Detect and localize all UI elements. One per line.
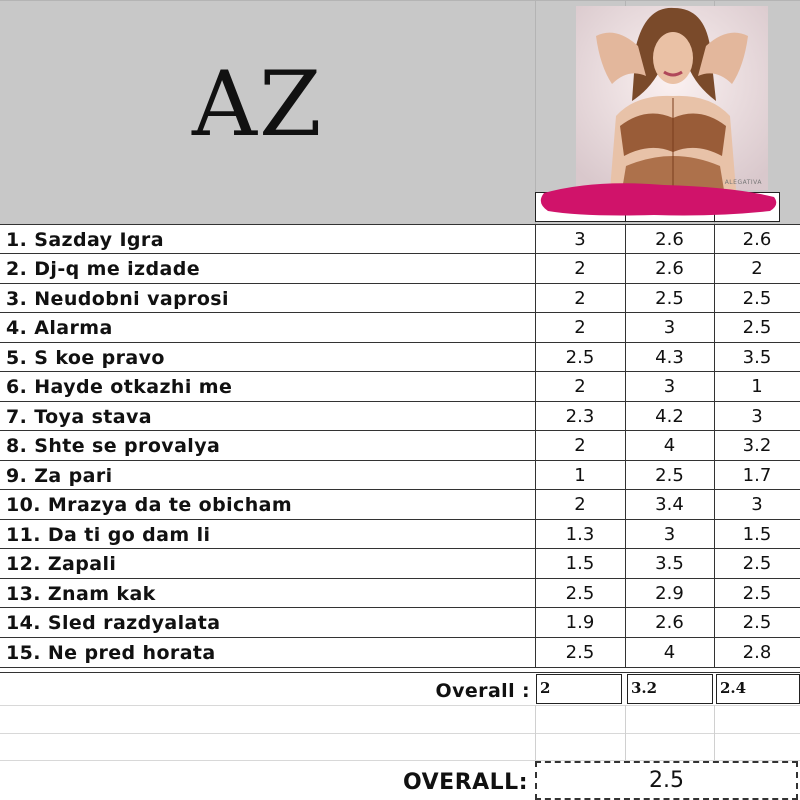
- song-title: 1. Sazday Igra: [6, 229, 164, 251]
- score-cell: 2.5: [655, 465, 684, 486]
- table-row: [0, 254, 800, 284]
- cover-watermark: ALEGATIVA: [724, 179, 762, 186]
- score-cell: 3.5: [655, 553, 684, 574]
- table-row: [0, 638, 800, 668]
- song-title: 5. S koe pravo: [6, 347, 165, 369]
- score-cell: 4.3: [655, 347, 684, 368]
- song-title: 7. Toya stava: [6, 406, 152, 428]
- score-cell: 2: [574, 258, 586, 279]
- score-cell: 2.3: [565, 406, 595, 427]
- score-cell: 3: [574, 229, 586, 250]
- score-cell: 3.5: [742, 347, 772, 368]
- score-cell: 2: [574, 376, 586, 397]
- score-cell: 2.6: [655, 612, 684, 633]
- table-row: [0, 313, 800, 343]
- score-cell: 2.8: [742, 642, 772, 663]
- album-title: AZ: [192, 52, 324, 157]
- score-cell: 3: [751, 406, 763, 427]
- table-row: [0, 579, 800, 609]
- table-row: [0, 520, 800, 550]
- score-cell: 2.5: [742, 553, 772, 574]
- table-row: [0, 284, 800, 314]
- score-cell: 2.5: [655, 288, 684, 309]
- score-cell: 2: [574, 435, 586, 456]
- score-cell: 2.5: [742, 583, 772, 604]
- score-cell: 1.3: [565, 524, 595, 545]
- overall-value: 3.2: [627, 674, 713, 704]
- overall-label: Overall :: [435, 680, 530, 702]
- song-title: 9. Za pari: [6, 465, 113, 487]
- score-cell: 3: [663, 524, 676, 545]
- table-row: [0, 490, 800, 520]
- table-row: [0, 225, 800, 255]
- score-cell: 2.5: [742, 288, 772, 309]
- score-cell: 2: [574, 494, 586, 515]
- score-cell: 3: [663, 317, 676, 338]
- score-cell: 2: [574, 317, 586, 338]
- score-cell: 2.5: [565, 347, 595, 368]
- score-cell: 3.2: [742, 435, 772, 456]
- score-cell: 2.5: [565, 583, 595, 604]
- redaction-mark: [534, 181, 782, 226]
- table-row: [0, 343, 800, 373]
- score-cell: 2.6: [655, 258, 684, 279]
- score-cell: 3: [663, 376, 676, 397]
- song-title: 13. Znam kak: [6, 583, 156, 605]
- score-cell: 1.9: [565, 612, 595, 633]
- score-cell: 4: [663, 435, 676, 456]
- score-cell: 3.4: [655, 494, 684, 515]
- table-row: [0, 549, 800, 579]
- song-title: 6. Hayde otkazhi me: [6, 376, 233, 398]
- overall-value: 2.4: [716, 674, 800, 704]
- song-title: 4. Alarma: [6, 317, 113, 339]
- score-cell: 1: [574, 465, 586, 486]
- song-title: 2. Dj-q me izdade: [6, 258, 201, 280]
- song-title: 11. Da ti go dam li: [6, 524, 211, 546]
- score-cell: 1: [751, 376, 763, 397]
- score-cell: 1.5: [565, 553, 595, 574]
- table-row: [0, 372, 800, 402]
- score-cell: 4.2: [655, 406, 684, 427]
- score-cell: 4: [663, 642, 676, 663]
- score-cell: 2.6: [742, 229, 772, 250]
- song-title: 10. Mrazya da te obicham: [6, 494, 293, 516]
- song-title: 14. Sled razdyalata: [6, 612, 221, 634]
- score-cell: 3: [751, 494, 763, 515]
- album-cover-image: [576, 6, 768, 190]
- song-title: 12. Zapali: [6, 553, 117, 575]
- score-cell: 1.7: [742, 465, 772, 486]
- score-cell: 2: [574, 288, 586, 309]
- table-row: [0, 431, 800, 461]
- score-cell: 2.5: [565, 642, 595, 663]
- table-row: [0, 461, 800, 491]
- score-cell: 2.5: [742, 317, 772, 338]
- grand-total-value: 2.5: [535, 761, 798, 800]
- table-row: [0, 402, 800, 432]
- song-title: 15. Ne pred horata: [6, 642, 216, 664]
- grand-total-label: OVERALL:: [403, 770, 528, 795]
- song-title: 8. Shte se provalya: [6, 435, 221, 457]
- song-title: 3. Neudobni vaprosi: [6, 288, 229, 310]
- score-cell: 2.9: [655, 583, 684, 604]
- overall-value: 2: [536, 674, 622, 704]
- score-cell: 1.5: [742, 524, 772, 545]
- table-row: [0, 608, 800, 638]
- score-cell: 2: [751, 258, 763, 279]
- score-cell: 2.6: [655, 229, 684, 250]
- score-cell: 2.5: [742, 612, 772, 633]
